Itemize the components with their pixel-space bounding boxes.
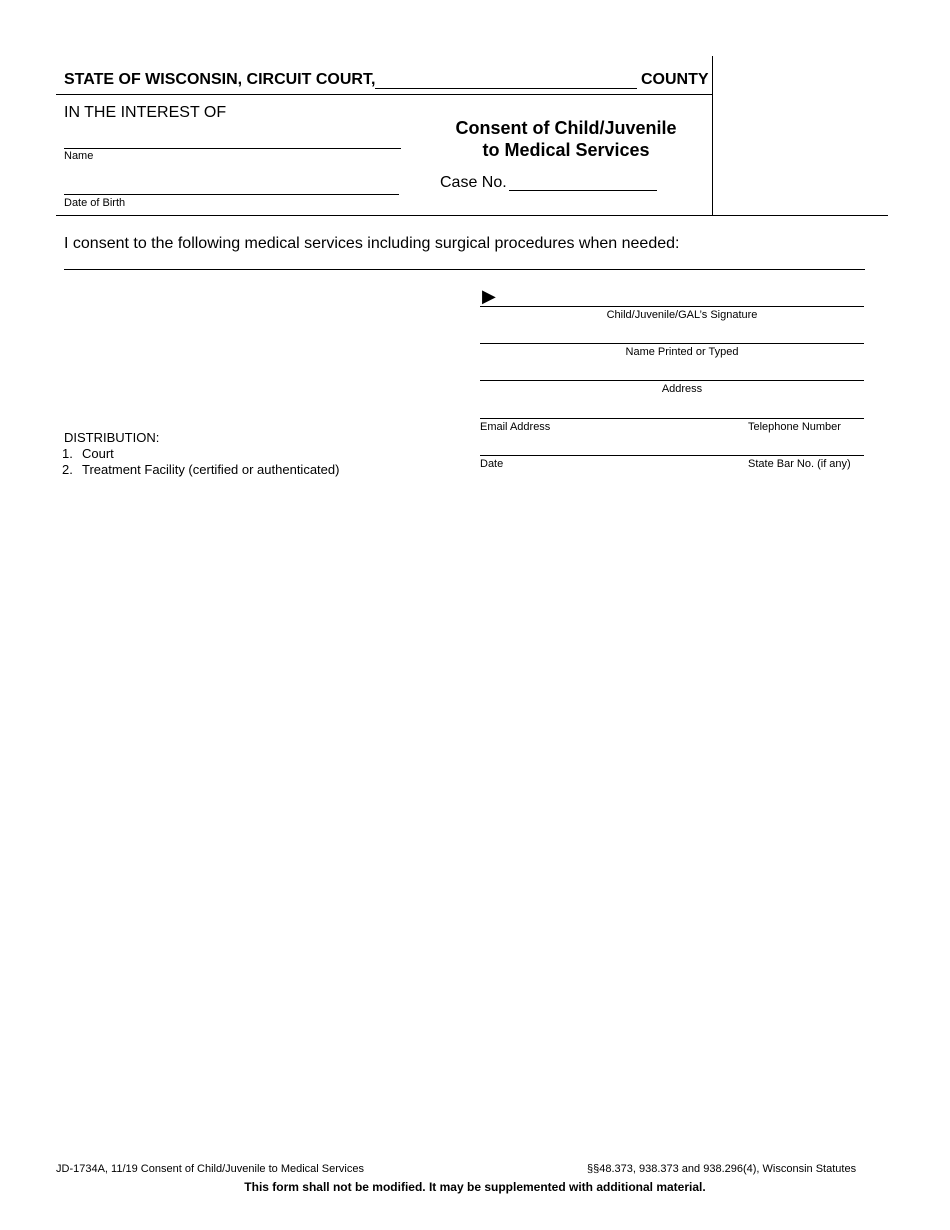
date-bar-field[interactable] [480,455,864,456]
form-title [420,117,712,161]
date-caption: Date [480,458,504,470]
date-of-birth-caption: Date of Birth [64,197,126,209]
county-field[interactable] [375,88,637,89]
footer-form-id: JD-1734A, 11/19 Consent of Child/Juvenile to Medical Services [56,1163,364,1175]
date-of-birth-field[interactable] [64,194,399,195]
name-caption: Name [64,150,94,162]
distribution-item-label: Court [82,446,114,461]
medical-services-field[interactable] [64,269,865,270]
printed-name-caption: Name Printed or Typed [625,346,739,358]
case-number-label: Case No. [440,174,507,191]
distribution-heading: DISTRIBUTION: [64,430,160,445]
distribution-item [62,446,339,462]
header-rule [56,94,712,95]
signature-arrow-icon: ▶ [482,286,496,306]
header-divider-vertical [712,56,713,215]
state-bar-caption: State Bar No. (if any) [748,458,851,470]
telephone-caption: Telephone Number [748,421,841,433]
address-field[interactable] [480,380,864,381]
court-label: STATE OF WISCONSIN, CIRCUIT COURT, [64,71,376,88]
county-label: COUNTY [641,71,709,88]
header-bottom-rule [56,215,888,216]
distribution-item [62,462,339,478]
case-number-field[interactable] [509,190,657,191]
form-title-line-2: to Medical Services [482,140,650,160]
address-caption: Address [661,383,703,395]
email-caption: Email Address [480,421,551,433]
distribution-item-number: 2. [62,462,73,477]
consent-statement: I consent to the following medical services including surgical procedures when needed: [64,235,680,252]
printed-name-field[interactable] [480,343,864,344]
distribution-item-number: 1. [62,446,73,461]
footer-notice: This form shall not be modified. It may be supplemented with additional material. [244,1180,706,1194]
distribution-item-label: Treatment Facility (certified or authenticated) [82,462,340,477]
email-phone-field[interactable] [480,418,864,419]
distribution-block [64,430,339,478]
name-field[interactable] [64,148,401,149]
interest-label: IN THE INTEREST OF [64,104,227,121]
signature-caption: Child/Juvenile/GAL’s Signature [606,309,758,321]
footer-statutes: §§48.373, 938.373 and 938.296(4), Wisconsin Statutes [587,1163,857,1175]
form-title-line-1: Consent of Child/Juvenile [455,118,677,138]
signature-field[interactable] [480,306,864,307]
